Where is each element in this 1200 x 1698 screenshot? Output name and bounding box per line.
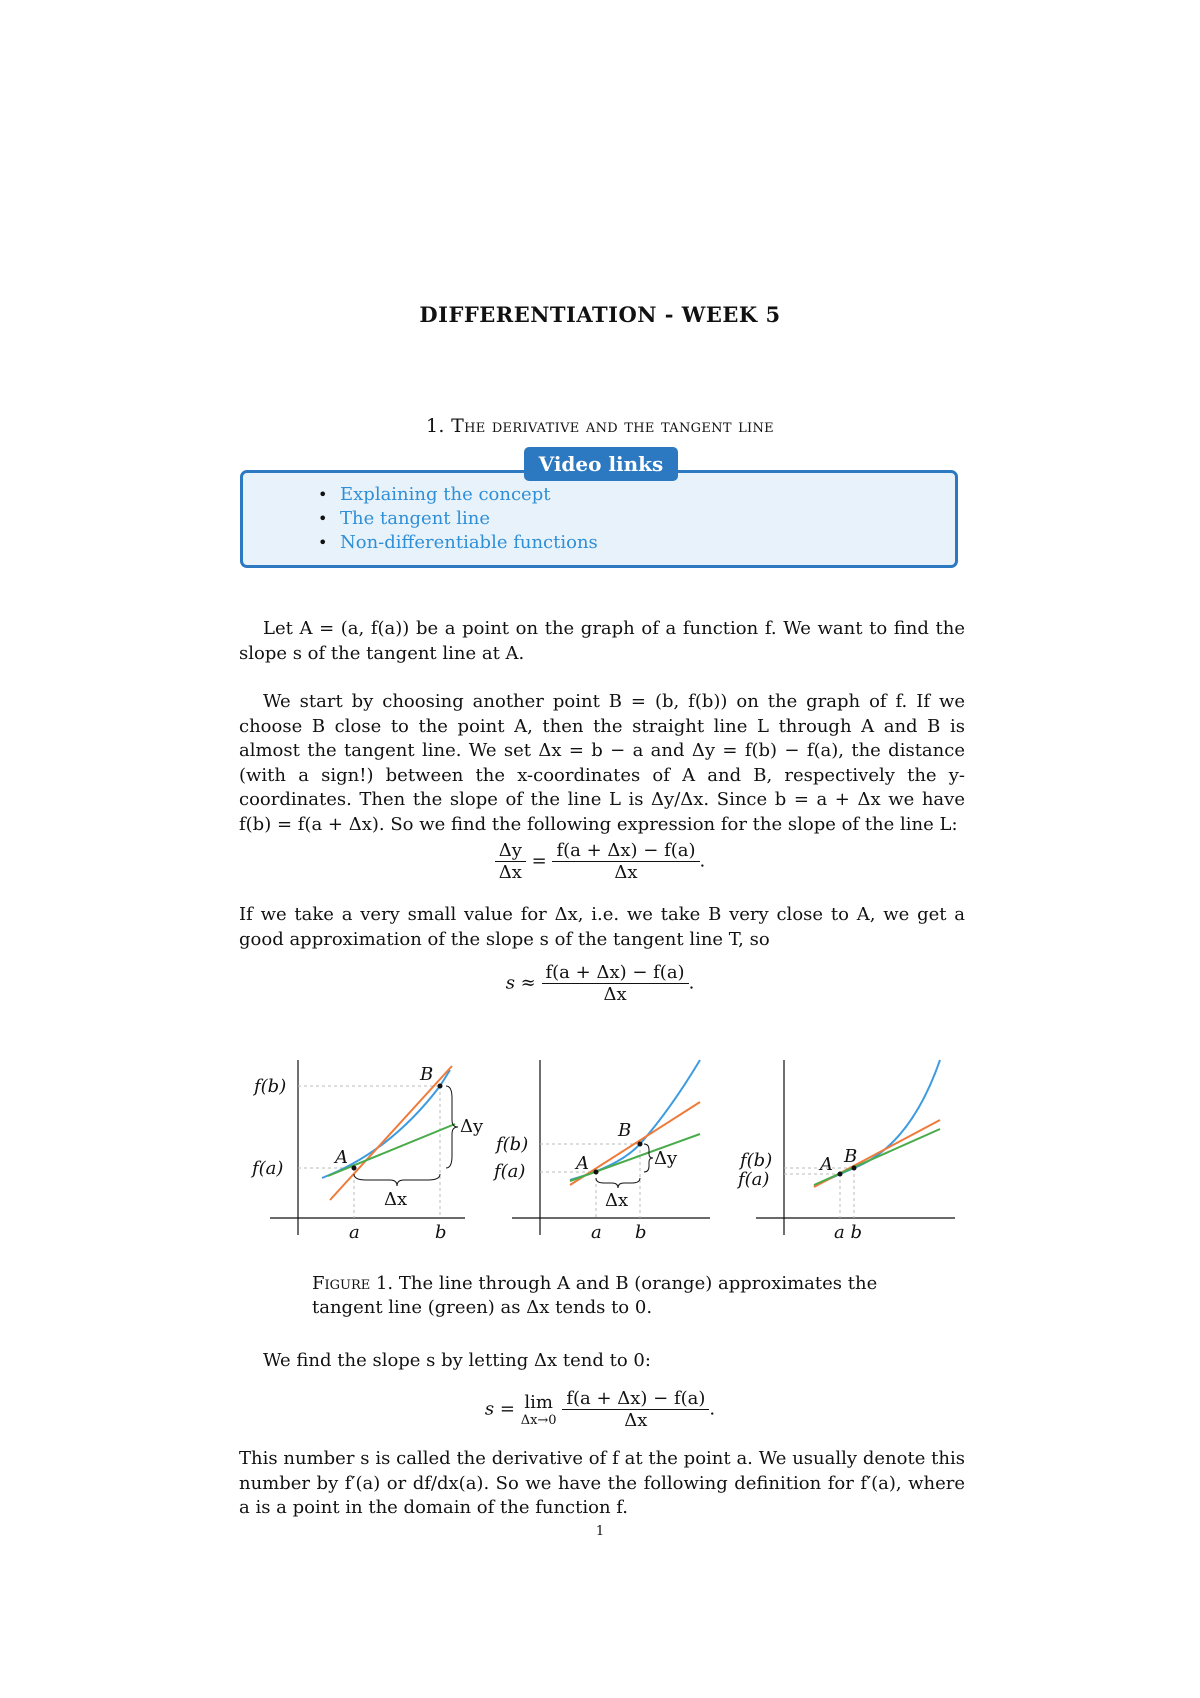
label-ab: a b bbox=[834, 1222, 862, 1243]
label-A: A bbox=[820, 1154, 833, 1175]
fraction bbox=[542, 962, 689, 1005]
label-dy: Δy bbox=[654, 1148, 678, 1169]
label-fa: f(a) bbox=[738, 1169, 770, 1190]
period: . bbox=[709, 1398, 716, 1420]
dx-brace bbox=[596, 1178, 640, 1188]
video-link-nondiff[interactable] bbox=[318, 531, 598, 555]
video-link-label: The tangent line bbox=[340, 508, 491, 529]
section-title: 1. The derivative and the tangent line bbox=[426, 415, 774, 437]
lim-text: lim bbox=[524, 1391, 553, 1413]
point-B bbox=[438, 1084, 443, 1089]
label-B: B bbox=[618, 1120, 632, 1141]
figure-label: Figure 1. bbox=[312, 1273, 394, 1294]
dx-brace bbox=[354, 1174, 440, 1186]
equation-slope-L bbox=[0, 840, 1200, 883]
label-A: A bbox=[576, 1153, 589, 1174]
period: . bbox=[699, 850, 706, 872]
label-fa: f(a) bbox=[252, 1158, 284, 1179]
bullet-icon: • bbox=[318, 533, 328, 552]
label-B: B bbox=[420, 1064, 434, 1085]
denominator: Δx bbox=[603, 984, 627, 1005]
denominator: Δx bbox=[498, 862, 522, 883]
figure-caption bbox=[312, 1272, 912, 1320]
period: . bbox=[688, 972, 695, 994]
video-link-label: Non-differentiable functions bbox=[340, 532, 598, 553]
numerator: Δy bbox=[495, 840, 526, 862]
denominator: Δx bbox=[614, 862, 638, 883]
label-dx: Δx bbox=[384, 1189, 408, 1210]
label-B: B bbox=[844, 1146, 858, 1167]
curve bbox=[570, 1060, 700, 1180]
caption-text: The line through A and B (orange) approximates the tangent line (green) as Δx tends to 0. bbox=[312, 1273, 878, 1318]
bullet-icon: • bbox=[318, 509, 328, 528]
label-fb: f(b) bbox=[496, 1134, 529, 1155]
label-fa: f(a) bbox=[494, 1161, 526, 1182]
point-A bbox=[838, 1172, 843, 1177]
fraction bbox=[495, 840, 526, 883]
label-dx: Δx bbox=[605, 1190, 629, 1211]
fraction bbox=[552, 840, 699, 883]
paragraph-4: We find the slope s by letting Δx tend to 0: bbox=[263, 1350, 651, 1371]
video-link-concept[interactable] bbox=[318, 483, 598, 507]
fraction bbox=[562, 1388, 709, 1431]
figure-1 bbox=[240, 1050, 970, 1250]
video-link-tangent[interactable] bbox=[318, 507, 598, 531]
label-dy: Δy bbox=[460, 1116, 484, 1137]
video-link-label: Explaining the concept bbox=[340, 484, 551, 505]
label-b: b bbox=[435, 1222, 447, 1243]
paragraph-2: We start by choosing another point B = (b, f(b)) on the graph of f. If we choose B close to the point A, then the straight line L through A and B is almost the tangent line. We set Δx = b − a and Δy = f(b) − f(a), the distance (with a sign!) between the x-coordinates of A and B, respectively the y-coordinates. Then the slope of the line L is Δy/Δx. Since b = a + Δx we have f(b) = f(a + Δx). So we find the following expression for the slope of the line L: bbox=[239, 691, 965, 835]
label-a: a bbox=[591, 1222, 602, 1243]
figure-panel-2 bbox=[492, 1060, 710, 1243]
symbol-s: s bbox=[505, 972, 515, 994]
symbol-s: s bbox=[484, 1398, 495, 1420]
paragraph-3: If we take a very small value for Δx, i.e. we take B very close to A, we get a good approximation of the slope s of the tangent line T, so bbox=[239, 904, 965, 950]
numerator: f(a + Δx) − f(a) bbox=[552, 840, 699, 862]
limit-operator bbox=[521, 1392, 557, 1428]
point-B bbox=[638, 1142, 643, 1147]
page-title: DIFFERENTIATION - WEEK 5 bbox=[419, 302, 781, 327]
video-links-title: Video links bbox=[524, 447, 678, 481]
denominator: Δx bbox=[624, 1410, 648, 1431]
relation: = bbox=[499, 1398, 515, 1420]
paragraph-5: This number s is called the derivative of f at the point a. We usually denote this number by f′(a) or df/dx(a). So we have the following definition for f′(a), where a is a point in the domain of the function f. bbox=[239, 1448, 965, 1518]
page-number: 1 bbox=[595, 1524, 605, 1539]
relation: = bbox=[531, 850, 547, 872]
point-A bbox=[352, 1166, 357, 1171]
lim-subscript: Δx→0 bbox=[520, 1412, 557, 1428]
relation: ≈ bbox=[520, 972, 536, 994]
equation-approx bbox=[0, 962, 1200, 1005]
numerator: f(a + Δx) − f(a) bbox=[562, 1388, 709, 1410]
figure-panel-1 bbox=[250, 1060, 484, 1243]
paragraph-1: Let A = (a, f(a)) be a point on the graph of a function f. We want to find the slope s of the tangent line at A. bbox=[239, 618, 965, 664]
video-links-list bbox=[318, 483, 598, 555]
equation-limit bbox=[0, 1388, 1200, 1431]
label-fb: f(b) bbox=[740, 1150, 773, 1171]
point-A bbox=[594, 1170, 599, 1175]
label-fb: f(b) bbox=[254, 1076, 287, 1097]
numerator: f(a + Δx) − f(a) bbox=[542, 962, 689, 984]
dy-brace bbox=[644, 1144, 653, 1172]
label-b: b bbox=[635, 1222, 647, 1243]
bullet-icon: • bbox=[318, 485, 328, 504]
label-A: A bbox=[335, 1147, 348, 1168]
figure-panel-3 bbox=[736, 1060, 955, 1243]
label-a: a bbox=[349, 1222, 360, 1243]
tangent-line bbox=[570, 1134, 700, 1181]
